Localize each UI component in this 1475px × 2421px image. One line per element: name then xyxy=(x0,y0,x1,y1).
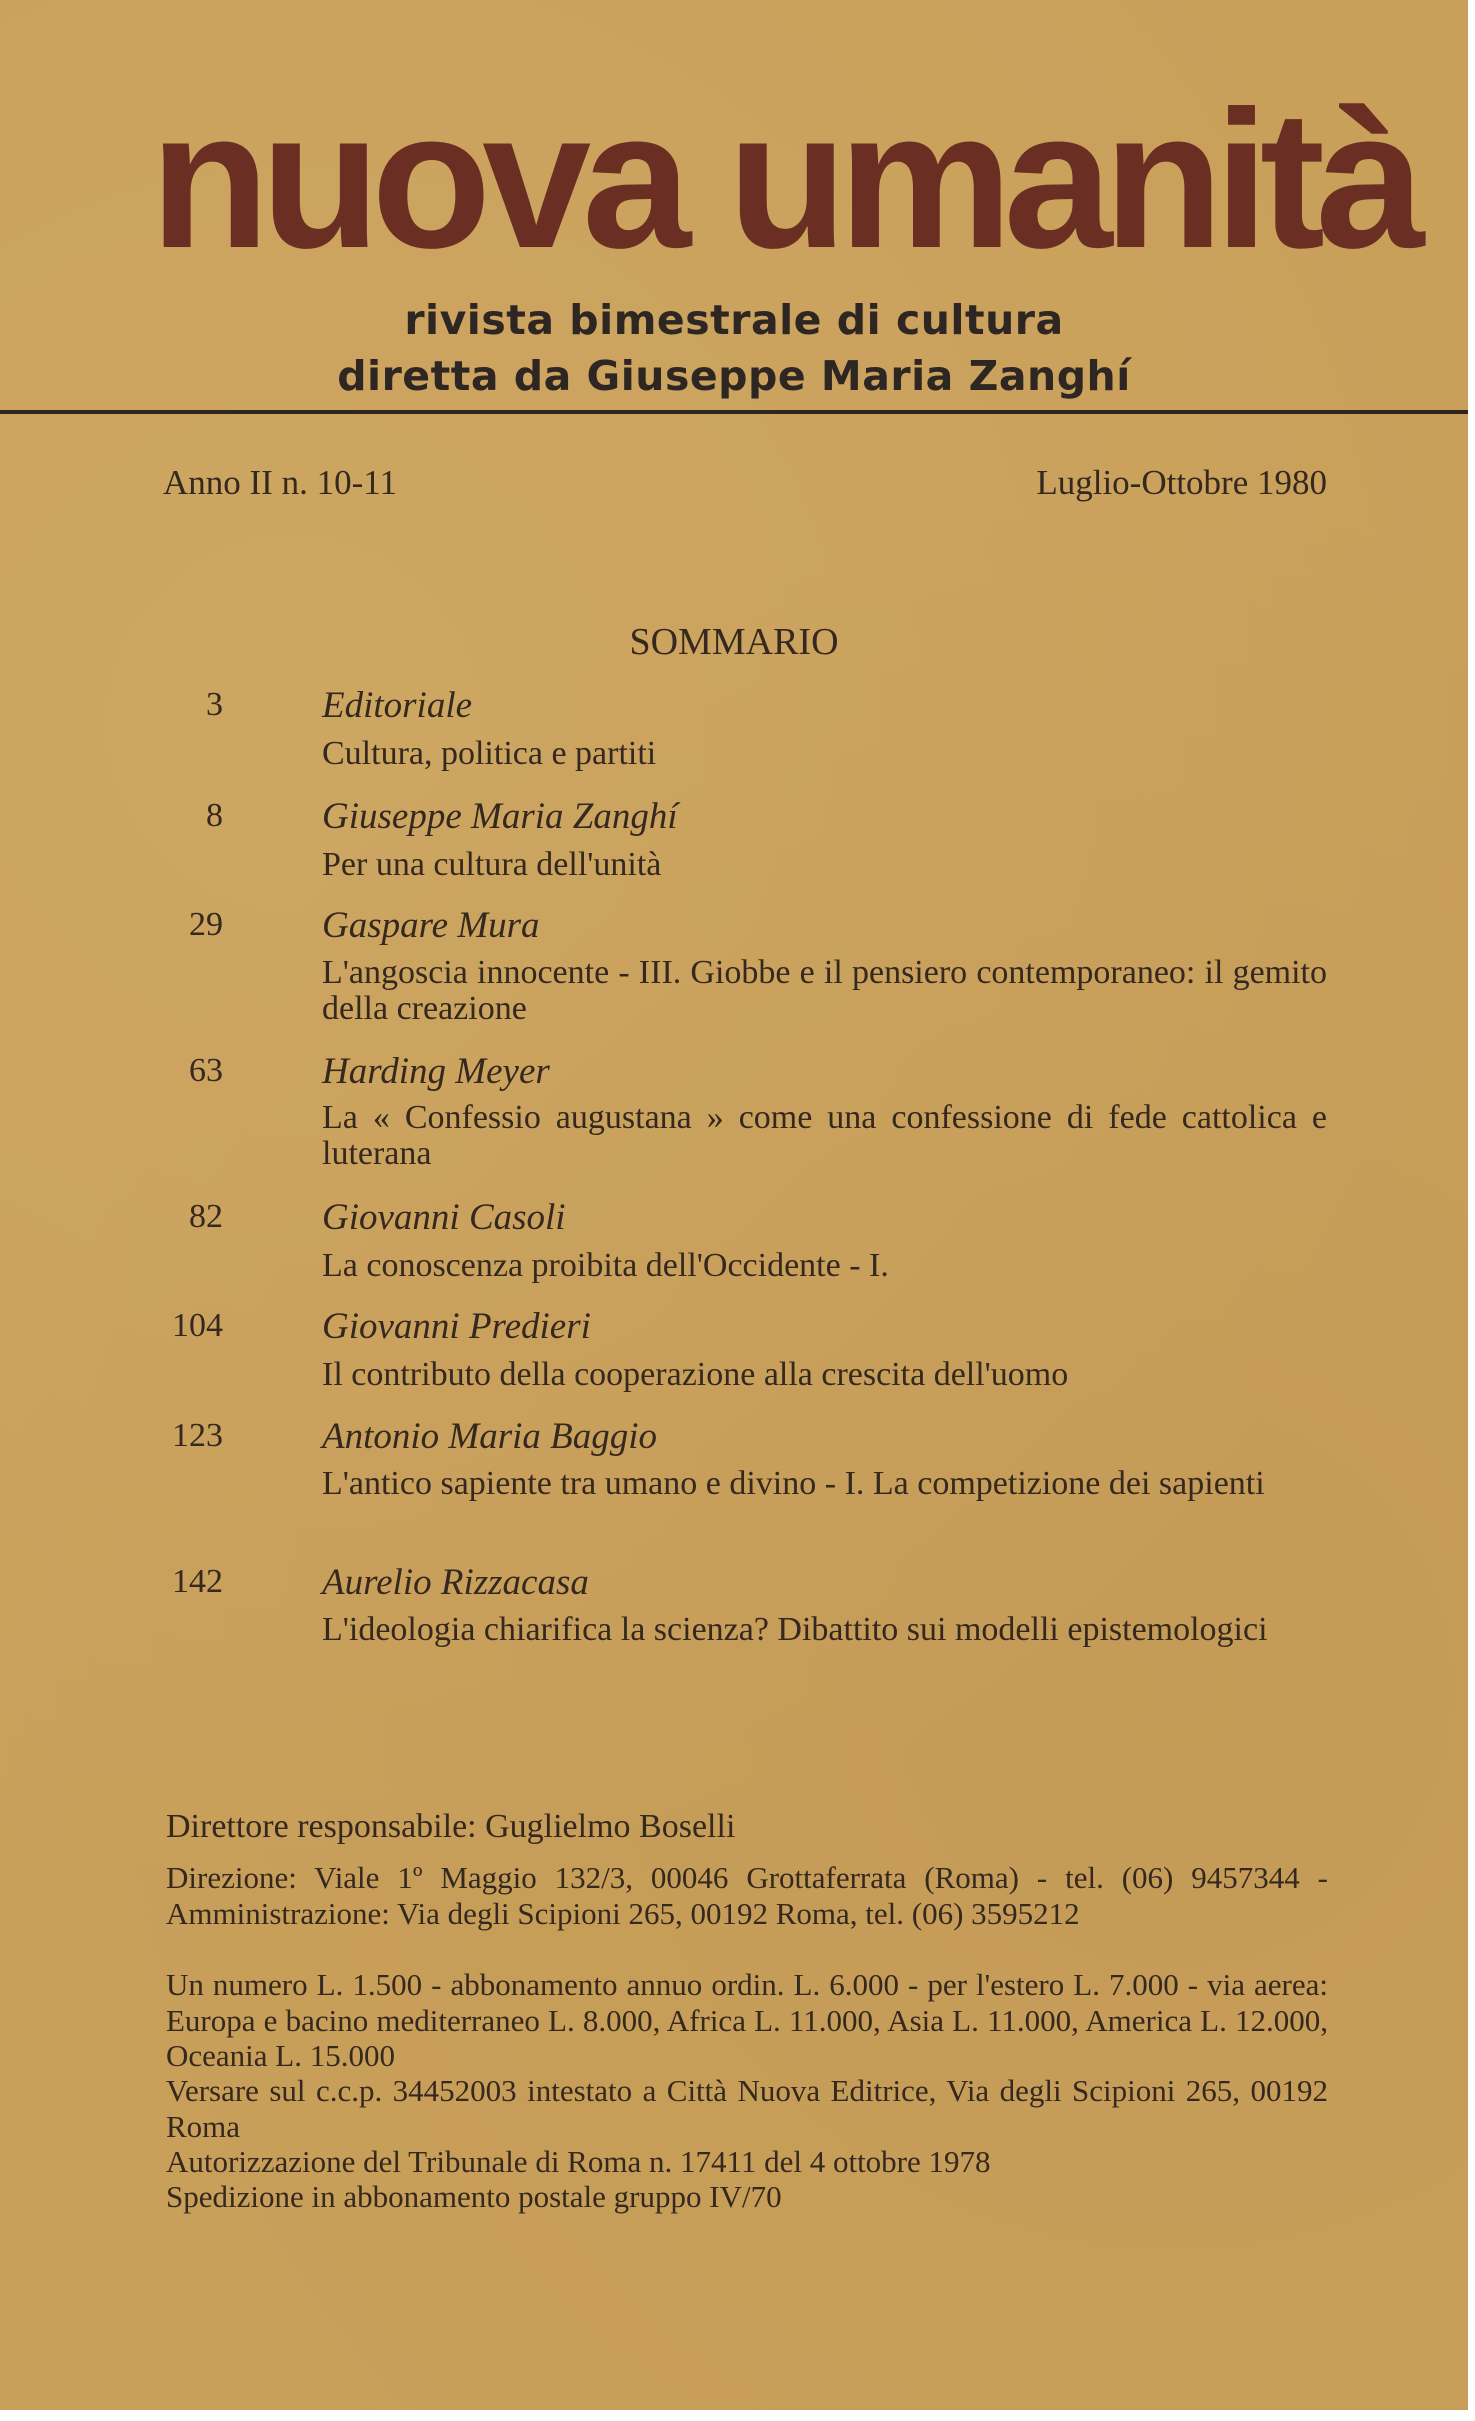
toc-page-number: 123 xyxy=(172,1417,223,1454)
toc-article-title: Per una cultura dell'unità xyxy=(322,846,662,883)
address-block: Direzione: Viale 1º Maggio 132/3, 00046 Grottaferrata (Roma) - tel. (06) 9457344 - Amministrazione: Via degli Scipioni 265, 00192 Roma, tel. (06) 3595212 xyxy=(166,1860,1328,1931)
payment-block: Versare sul c.c.p. 34452003 intestato a Città Nuova Editrice, Via degli Scipioni 265, 00192 Roma xyxy=(166,2073,1328,2144)
shipping-line: Spedizione in abbonamento postale gruppo IV/70 xyxy=(166,2179,782,2214)
toc-article-title: Cultura, politica e partiti xyxy=(322,735,657,772)
toc-author: Harding Meyer xyxy=(322,1051,550,1092)
toc-article-title: L'antico sapiente tra umano e divino - I. La competizione dei sapienti xyxy=(322,1465,1265,1502)
toc-page-number: 104 xyxy=(172,1307,223,1344)
toc-author: Giovanni Predieri xyxy=(322,1306,591,1347)
toc-article-title: Il contributo della cooperazione alla crescita dell'uomo xyxy=(322,1356,1069,1393)
subtitle-line-2: diretta da Giuseppe Maria Zanghí xyxy=(337,352,1131,400)
issue-date: Luglio-Ottobre 1980 xyxy=(1036,463,1327,502)
magazine-title: nuova umanità xyxy=(150,70,1417,289)
toc-article-title: La « Confessio augustana » come una confessione di fede cattolica e luterana xyxy=(322,1099,1327,1172)
toc-author: Antonio Maria Baggio xyxy=(322,1416,658,1457)
toc-page-number: 82 xyxy=(189,1198,223,1235)
toc-article-title: La conoscenza proibita dell'Occidente - I. xyxy=(322,1247,889,1284)
toc-author: Aurelio Rizzacasa xyxy=(322,1562,589,1603)
director-line: Direttore responsabile: Guglielmo Boselli xyxy=(166,1808,736,1845)
issue-number: Anno II n. 10-11 xyxy=(163,463,397,502)
toc-article-title: L'ideologia chiarifica la scienza? Dibattito sui modelli epistemologici xyxy=(322,1611,1268,1648)
toc-page-number: 3 xyxy=(206,686,223,723)
toc-page-number: 8 xyxy=(206,797,223,834)
prices-block: Un numero L. 1.500 - abbonamento annuo ordin. L. 6.000 - per l'estero L. 7.000 - via aerea: Europa e bacino mediterraneo L. 8.000, Africa L. 11.000, Asia L. 11.000, America L. 12.000, Oceania L. 15.000 xyxy=(166,1967,1328,2073)
toc-page-number: 142 xyxy=(172,1563,223,1600)
toc-page-number: 63 xyxy=(189,1052,223,1089)
toc-article-title: L'angoscia innocente - III. Giobbe e il pensiero contemporaneo: il gemito della creazione xyxy=(322,954,1327,1027)
toc-author: Editoriale xyxy=(322,685,473,726)
subtitle-line-1: rivista bimestrale di cultura xyxy=(404,296,1064,344)
toc-author: Giovanni Casoli xyxy=(322,1197,566,1238)
toc-author: Giuseppe Maria Zanghí xyxy=(322,796,678,837)
header-divider xyxy=(0,410,1468,414)
authorization-line: Autorizzazione del Tribunale di Roma n. 17411 del 4 ottobre 1978 xyxy=(166,2144,991,2179)
toc-page-number: 29 xyxy=(189,906,223,943)
toc-author: Gaspare Mura xyxy=(322,905,540,946)
contents-heading: SOMMARIO xyxy=(629,621,839,663)
